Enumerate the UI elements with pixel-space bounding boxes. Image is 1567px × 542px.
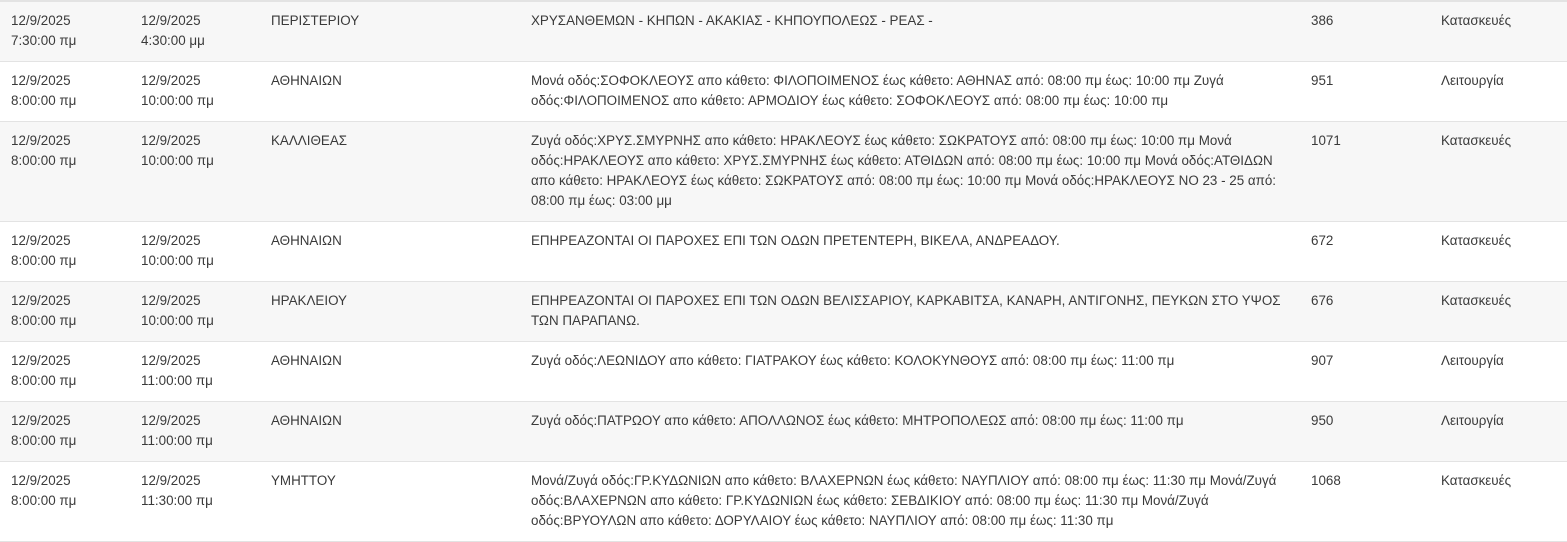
area-cell: ΑΘΗΝΑΙΩΝ: [271, 73, 342, 88]
end-datetime-cell: [130, 282, 260, 342]
table-row: [0, 122, 1567, 222]
description-cell: Ζυγά οδός:ΧΡΥΣ.ΣΜΥΡΝΗΣ απο κάθετο: ΗΡΑΚΛΕΟΥΣ έως κάθετο: ΣΩΚΡΑΤΟΥΣ από: 08:00 πμ έως: 10:00 πμ Μονά οδός:ΗΡΑΚΛΕΟΥΣ απο κάθετο: ΧΡΥΣ.ΣΜΥΡΝΗΣ έως κάθετο: ΑΤΘΙΔΩΝ από: 08:00 πμ έως: 10:00 πμ Μονά οδός:ΑΤΘΙΔΩΝ απο κάθετο: ΗΡΑΚΛΕΟΥΣ έως κάθετο: ΣΩΚΡΑΤΟΥΣ από: 08:00 πμ έως: 10:00 πμ Μονά οδός:ΗΡΑΚΛΕΟΥΣ ΝΟ 23 - 25 από: 08:00 πμ έως: 03:00 μμ: [531, 133, 1277, 208]
table-row: [0, 282, 1567, 342]
end-time: 10:00:00 πμ: [141, 93, 214, 108]
description-cell: Μονά/Ζυγά οδός:ΓΡ.ΚΥΔΩΝΙΩΝ απο κάθετο: ΒΛΑΧΕΡΝΩΝ έως κάθετο: ΝΑΥΠΛΙΟΥ από: 08:00 πμ έως: 11:30 πμ Μονά/Ζυγά οδός:ΒΛΑΧΕΡΝΩΝ απο κάθετο: ΓΡ.ΚΥΔΩΝΙΩΝ έως κάθετο: ΣΕΒΔΙΚΙΟΥ από: 08:00 πμ έως: 11:30 πμ Μονά/Ζυγά οδός:ΒΡΥΟΥΛΩΝ απο κάθετο: ΔΟΡΥΛΑΙΟΥ έως κάθετο: ΝΑΥΠΛΙΟΥ από: 08:00 πμ έως: 11:30 πμ: [531, 473, 1277, 528]
description-cell: Ζυγά οδός:ΠΑΤΡΩΟΥ απο κάθετο: ΑΠΟΛΛΩΝΟΣ έως κάθετο: ΜΗΤΡΟΠΟΛΕΩΣ από: 08:00 πμ έως: 11:00 πμ: [531, 413, 1184, 428]
area-cell: ΗΡΑΚΛΕΙΟΥ: [271, 293, 347, 308]
start-datetime-cell: [0, 402, 130, 462]
end-time: 4:30:00 μμ: [141, 33, 205, 48]
start-date: 12/9/2025: [11, 133, 71, 148]
type-cell: Κατασκευές: [1441, 473, 1512, 488]
start-date: 12/9/2025: [11, 473, 71, 488]
table-row: [0, 62, 1567, 122]
end-datetime-cell: [130, 62, 260, 122]
number-cell: 676: [1311, 293, 1334, 308]
start-datetime-cell: [0, 1, 130, 62]
end-time: 10:00:00 πμ: [141, 253, 214, 268]
end-datetime-cell: [130, 1, 260, 62]
description-cell: Ζυγά οδός:ΛΕΩΝΙΔΟΥ απο κάθετο: ΓΙΑΤΡΑΚΟΥ έως κάθετο: ΚΟΛΟΚΥΝΘΟΥΣ από: 08:00 πμ έως: 11:00 πμ: [531, 353, 1175, 368]
end-date: 12/9/2025: [141, 413, 201, 428]
table-row: [0, 402, 1567, 462]
number-cell: 951: [1311, 73, 1334, 88]
number-cell: 1071: [1311, 133, 1341, 148]
table-row: [0, 222, 1567, 282]
start-time: 8:00:00 πμ: [11, 433, 77, 448]
start-datetime-cell: [0, 222, 130, 282]
description-cell: ΕΠΗΡΕΑΖΟΝΤΑΙ ΟΙ ΠΑΡΟΧΕΣ ΕΠΙ ΤΩΝ ΟΔΩΝ ΠΡΕΤΕΝΤΕΡΗ, ΒΙΚΕΛΑ, ΑΝΔΡΕΑΔΟΥ.: [531, 233, 1060, 248]
end-datetime-cell: [130, 222, 260, 282]
end-date: 12/9/2025: [141, 473, 201, 488]
table-row: [0, 462, 1567, 542]
start-datetime-cell: [0, 122, 130, 222]
area-cell: ΠΕΡΙΣΤΕΡΙΟΥ: [271, 13, 360, 28]
start-datetime-cell: [0, 342, 130, 402]
end-date: 12/9/2025: [141, 353, 201, 368]
start-time: 8:00:00 πμ: [11, 313, 77, 328]
type-cell: Λειτουργία: [1441, 413, 1504, 428]
start-date: 12/9/2025: [11, 413, 71, 428]
start-time: 8:00:00 πμ: [11, 373, 77, 388]
area-cell: ΑΘΗΝΑΙΩΝ: [271, 353, 342, 368]
type-cell: Κατασκευές: [1441, 13, 1512, 28]
start-time: 8:00:00 πμ: [11, 253, 77, 268]
number-cell: 672: [1311, 233, 1334, 248]
table-row: [0, 342, 1567, 402]
type-cell: Κατασκευές: [1441, 293, 1512, 308]
end-date: 12/9/2025: [141, 133, 201, 148]
end-time: 11:00:00 πμ: [141, 373, 213, 388]
end-datetime-cell: [130, 402, 260, 462]
type-cell: Κατασκευές: [1441, 133, 1512, 148]
number-cell: 950: [1311, 413, 1334, 428]
table-row: [0, 1, 1567, 62]
description-cell: Μονά οδός:ΣΟΦΟΚΛΕΟΥΣ απο κάθετο: ΦΙΛΟΠΟΙΜΕΝΟΣ έως κάθετο: ΑΘΗΝΑΣ από: 08:00 πμ έως: 10:00 πμ Ζυγά οδός:ΦΙΛΟΠΟΙΜΕΝΟΣ απο κάθετο: ΑΡΜΟΔΙΟΥ έως κάθετο: ΣΟΦΟΚΛΕΟΥΣ από: 08:00 πμ έως: 10:00 πμ: [531, 73, 1224, 108]
start-time: 8:00:00 πμ: [11, 93, 77, 108]
end-time: 11:30:00 πμ: [141, 493, 213, 508]
end-date: 12/9/2025: [141, 73, 201, 88]
start-date: 12/9/2025: [11, 233, 71, 248]
end-datetime-cell: [130, 122, 260, 222]
start-date: 12/9/2025: [11, 353, 71, 368]
area-cell: ΑΘΗΝΑΙΩΝ: [271, 233, 342, 248]
number-cell: 907: [1311, 353, 1334, 368]
end-time: 10:00:00 πμ: [141, 153, 214, 168]
description-cell: ΧΡΥΣΑΝΘΕΜΩΝ - ΚΗΠΩΝ - ΑΚΑΚΙΑΣ - ΚΗΠΟΥΠΟΛΕΩΣ - ΡΕΑΣ -: [531, 13, 933, 28]
end-date: 12/9/2025: [141, 233, 201, 248]
end-date: 12/9/2025: [141, 293, 201, 308]
area-cell: ΑΘΗΝΑΙΩΝ: [271, 413, 342, 428]
number-cell: 386: [1311, 13, 1334, 28]
start-time: 7:30:00 πμ: [11, 33, 77, 48]
end-datetime-cell: [130, 342, 260, 402]
end-datetime-cell: [130, 462, 260, 542]
area-cell: ΚΑΛΛΙΘΕΑΣ: [271, 133, 348, 148]
description-cell: ΕΠΗΡΕΑΖΟΝΤΑΙ ΟΙ ΠΑΡΟΧΕΣ ΕΠΙ ΤΩΝ ΟΔΩΝ ΒΕΛΙΣΣΑΡΙΟΥ, ΚΑΡΚΑΒΙΤΣΑ, ΚΑΝΑΡΗ, ΑΝΤΙΓΟΝΗΣ, ΠΕΥΚΩΝ ΣΤΟ ΥΨΟΣ ΤΩΝ ΠΑΡΑΠΑΝΩ.: [531, 293, 1281, 328]
area-cell: ΥΜΗΤΤΟΥ: [271, 473, 336, 488]
start-date: 12/9/2025: [11, 73, 71, 88]
number-cell: 1068: [1311, 473, 1341, 488]
end-time: 10:00:00 πμ: [141, 313, 214, 328]
type-cell: Λειτουργία: [1441, 73, 1504, 88]
start-time: 8:00:00 πμ: [11, 153, 77, 168]
start-date: 12/9/2025: [11, 293, 71, 308]
start-date: 12/9/2025: [11, 13, 71, 28]
start-datetime-cell: [0, 462, 130, 542]
start-time: 8:00:00 πμ: [11, 493, 77, 508]
type-cell: Κατασκευές: [1441, 233, 1512, 248]
start-datetime-cell: [0, 62, 130, 122]
end-time: 11:00:00 πμ: [141, 433, 213, 448]
start-datetime-cell: [0, 282, 130, 342]
type-cell: Λειτουργία: [1441, 353, 1504, 368]
end-date: 12/9/2025: [141, 13, 201, 28]
outage-table-body: [0, 1, 1567, 542]
